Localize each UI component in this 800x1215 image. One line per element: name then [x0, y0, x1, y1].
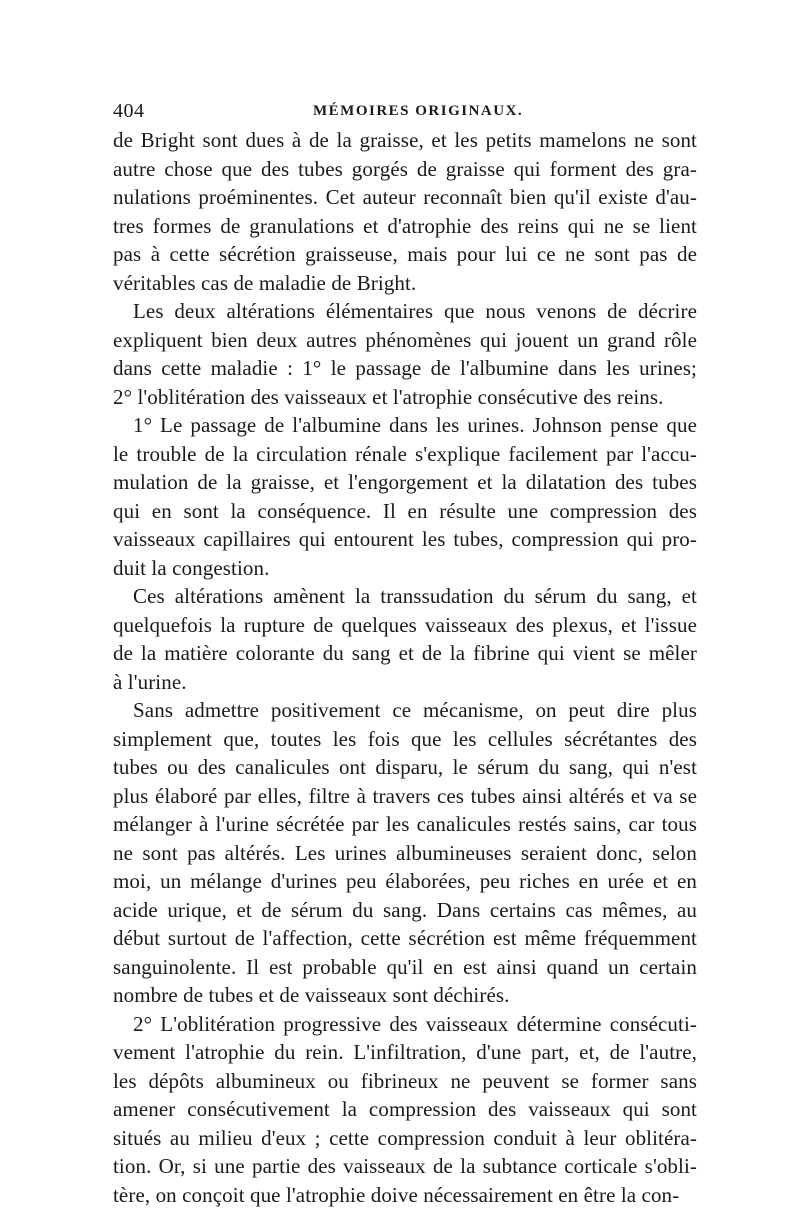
- paragraph: [113, 126, 697, 297]
- text-line: acide urique, et de sérum du sang. Dans certains cas mêmes, au: [113, 897, 697, 922]
- text-line: amener consécutivement la compression des vaisseaux qui sont: [113, 1097, 697, 1121]
- text-line: pas à cette sécrétion graisseuse, mais pour lui ce ne sont pas de: [113, 242, 697, 266]
- text-line: tère, on conçoit que l'atrophie doive nécessairement en être la con-: [113, 1182, 680, 1207]
- text-line: 2° L'oblitération progressive des vaisseaux détermine consécuti-: [133, 1011, 697, 1036]
- text-line: de la matière colorante du sang et de la fibrine qui vient se mêler: [113, 641, 697, 665]
- running-head: MÉMOIRES ORIGINAUX.: [313, 103, 524, 119]
- text-line: autre chose que des tubes gorgés de graisse qui forment des gra-: [113, 156, 697, 181]
- text-line: le trouble de la circulation rénale s'explique facilement par l'accu-: [113, 441, 697, 466]
- paragraph: [113, 297, 697, 411]
- text-line: vement l'atrophie du rein. L'infiltration, d'une part, et, de l'autre,: [113, 1040, 697, 1064]
- text-line: début surtout de l'affection, cette sécrétion est même fréquemment: [113, 926, 697, 950]
- text-line: de Bright sont dues à de la graisse, et les petits mamelons ne sont: [113, 128, 697, 152]
- text-line: nombre de tubes et de vaisseaux sont déchirés.: [113, 983, 510, 1007]
- page-header: [113, 96, 697, 126]
- text-line: dans cette maladie : 1° le passage de l'albumine dans les urines;: [113, 356, 697, 380]
- text-line: mélanger à l'urine sécrétée par les canalicules restés sains, car tous: [113, 812, 697, 836]
- text-line: quelquefois la rupture de quelques vaisseaux des plexus, et l'issue: [113, 612, 697, 637]
- body-text: [113, 126, 697, 1209]
- text-line: ne sont pas altérés. Les urines albumineuses seraient donc, selon: [113, 840, 697, 865]
- text-line: sanguinolente. Il est probable qu'il en est ainsi quand un certain: [113, 954, 697, 979]
- text-line: duit la congestion.: [113, 555, 270, 580]
- document-page: [113, 96, 697, 1209]
- text-line: Ces altérations amènent la transsudation du sérum du sang, et: [133, 584, 697, 608]
- paragraph: [113, 411, 697, 582]
- page-number: 404: [113, 100, 145, 122]
- text-line: nulations proéminentes. Cet auteur reconnaît bien qu'il existe d'au-: [113, 185, 697, 209]
- text-line: Les deux altérations élémentaires que nous venons de décrire: [133, 299, 697, 323]
- text-line: tion. Or, si une partie des vaisseaux de la subtance corticale s'obli-: [113, 1154, 697, 1178]
- paragraph: [113, 1010, 697, 1210]
- text-line: à l'urine.: [113, 669, 187, 694]
- text-line: les dépôts albumineux ou fibrineux ne peuvent se former sans: [113, 1068, 697, 1093]
- text-line: véritables cas de maladie de Bright.: [113, 270, 417, 295]
- text-line: moi, un mélange d'urines peu élaborées, peu riches en urée et en: [113, 869, 697, 893]
- text-line: Sans admettre positivement ce mécanisme, on peut dire plus: [133, 698, 697, 722]
- paragraph: [113, 696, 697, 1010]
- text-line: tubes ou des canalicules ont disparu, le sérum du sang, qui n'est: [113, 755, 697, 779]
- text-line: tres formes de granulations et d'atrophie des reins qui ne se lient: [113, 213, 697, 238]
- text-line: qui en sont la conséquence. Il en résulte une compression des: [113, 498, 697, 523]
- text-line: mulation de la graisse, et l'engorgement et la dilatation des tubes: [113, 470, 697, 494]
- text-line: plus élaboré par elles, filtre à travers ces tubes ainsi altérés et va se: [113, 783, 697, 808]
- text-line: 1° Le passage de l'albumine dans les urines. Johnson pense que: [133, 413, 697, 437]
- text-line: simplement que, toutes les fois que les cellules sécrétantes des: [113, 726, 697, 751]
- text-line: vaisseaux capillaires qui entourent les tubes, compression qui pro-: [113, 527, 697, 551]
- text-line: 2° l'oblitération des vaisseaux et l'atrophie consécutive des reins.: [113, 384, 664, 409]
- paragraph: [113, 582, 697, 696]
- text-line: situés au milieu d'eux ; cette compression conduit à leur oblitéra-: [113, 1125, 697, 1150]
- text-line: expliquent bien deux autres phénomènes qui jouent un grand rôle: [113, 327, 697, 352]
